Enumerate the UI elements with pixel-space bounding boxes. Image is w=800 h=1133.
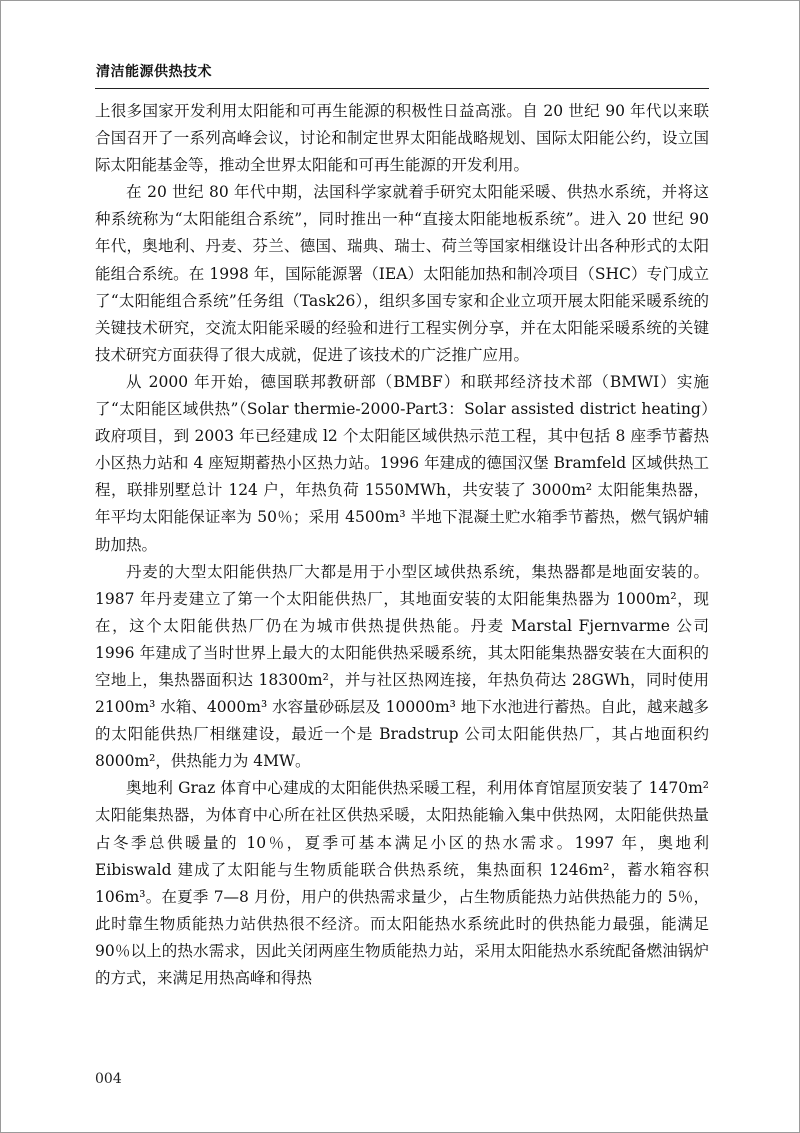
paragraph: 奥地利 Graz 体育中心建成的太阳能供热采暖工程，利用体育馆屋顶安装了 1470m² 太阳能集热器，为体育中心所在社区供热采暖，太阳热能输入集中供热网，太阳能供热量占冬季总供暖量的 10％，夏季可基本满足小区的热水需求。1997 年，奥地利 Eibiswald 建成了太阳能与生物质能联合供热系统，集热面积 1246m²，蓄水箱容积 106m³。在夏季 7—8 月份，用户的供热需求量少，占生物质能热力站供热能力的 5％，此时靠生物质能热力站供热很不经济。而太阳能热水系统此时的供热能力最强，能满足 90％以上的热水需求，因此关闭两座生物质能热力站，采用太阳能热水系统配备燃油锅炉的方式，来满足用热高峰和得热: [95, 779, 709, 987]
header-divider: [95, 88, 709, 89]
paragraph: 从 2000 年开始，德国联邦教研部（BMBF）和联邦经济技术部（BMWI）实施了“太阳能区域供热”（Solar thermie-2000-Part3：Solar assisted district heating）政府项目，到 2003 年已经建成 l2 个太阳能区域供热示范工程，其中包括 8 座季节蓄热小区热力站和 4 座短期蓄热小区热力站。1996 年建成的德国汉堡 Bramfeld 区域供热工程，联排别墅总计 124 户，年热负荷 1550MWh，共安装了 3000m² 太阳能集热器，年平均太阳能保证率为 50％；采用 4500m³ 半地下混凝土贮水箱季节蓄热，燃气锅炉辅助加热。: [95, 372, 709, 554]
running-header-title: 清洁能源供热技术: [96, 64, 212, 80]
paragraph: 上很多国家开发利用太阳能和可再生能源的积极性日益高涨。自 20 世纪 90 年代以来联合国召开了一系列高峰会议，讨论和制定世界太阳能战略规划、国际太阳能公约，设立国际太阳能基金等，推动全世界太阳能和可再生能源的开发利用。: [95, 102, 709, 175]
paragraph: 在 20 世纪 80 年代中期，法国科学家就着手研究太阳能采暖、供热水系统，并将这种系统称为“太阳能组合系统”，同时推出一种“直接太阳能地板系统”。进入 20 世纪 90 年代，奥地利、丹麦、芬兰、德国、瑞典、瑞士、荷兰等国家相继设计出各种形式的太阳能组合系统。在 1998 年，国际能源署（IEA）太阳能加热和制冷项目（SHC）专门成立了“太阳能组合系统”任务组（Task26），组织多国专家和企业立项开展太阳能采暖系统的关键技术研究，交流太阳能采暖的经验和进行工程实例分享，并在太阳能采暖系统的关键技术研究方面获得了很大成就，促进了该技术的广泛推广应用。: [95, 183, 709, 364]
paragraph: 丹麦的大型太阳能供热厂大都是用于小型区域供热系统，集热器都是地面安装的。1987 年丹麦建立了第一个太阳能供热厂，其地面安装的太阳能集热器为 1000m²，现在，这个太阳能供热厂仍在为城市供热提供热能。丹麦 Marstal Fjernvarme 公司 1996 年建成了当时世界上最大的太阳能供热采暖系统，其太阳能集热器安装在大面积的空地上，集热器面积达 18300m²，并与社区热网连接，年热负荷达 28GWh，同时使用 2100m³ 水箱、4000m³ 水容量砂砾层及 10000m³ 地下水池进行蓄热。自此，越来越多的太阳能供热厂相继建设，最近一个是 Bradstrup 公司太阳能供热厂，其占地面积约 8000m²，供热能力为 4MW。: [95, 562, 709, 771]
body-text: [95, 98, 709, 992]
page-number: 004: [95, 1071, 122, 1087]
